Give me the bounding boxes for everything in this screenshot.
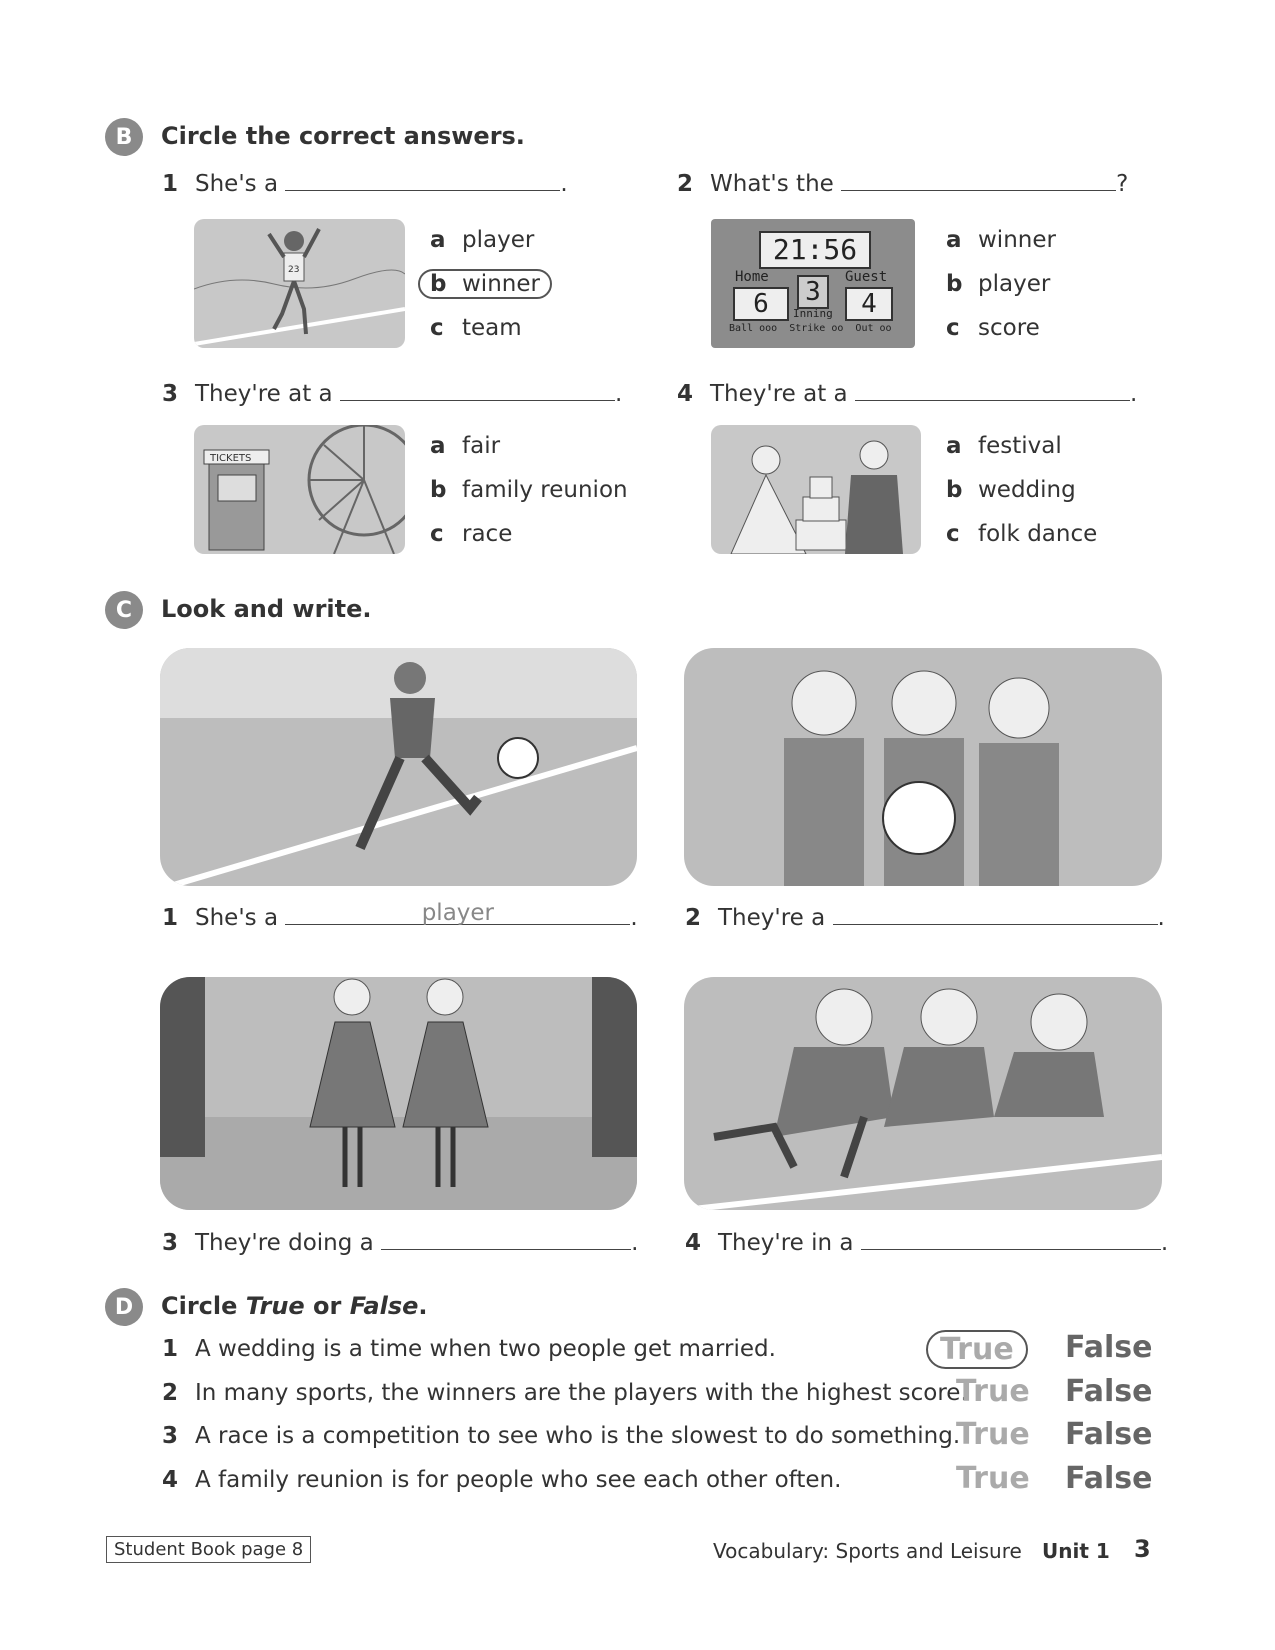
b-question-3 (162, 380, 622, 407)
answer-blank[interactable] (285, 900, 630, 926)
true-option-circled[interactable]: True (926, 1330, 1028, 1369)
q-prompt: They're at a (710, 381, 848, 407)
page-number: 3 (1134, 1535, 1151, 1563)
home-label: Home (735, 269, 769, 285)
soccer-player-illustration (160, 648, 637, 886)
home-score: 6 (733, 287, 789, 321)
q-num: 3 (162, 381, 179, 407)
option-c[interactable]: c folk dance (946, 521, 1098, 547)
q-end: . (1160, 1230, 1169, 1256)
option-c[interactable]: c race (430, 521, 513, 547)
section-c-badge: C (105, 591, 143, 629)
option-a[interactable]: a player (430, 227, 535, 253)
q-end: ? (1116, 171, 1129, 197)
q-num: 2 (677, 171, 694, 197)
q-end: . (1157, 905, 1165, 931)
true-option[interactable]: True (956, 1460, 1030, 1496)
statement: A race is a competition to see who is the slowest to do something. (195, 1423, 961, 1449)
section-b-badge: B (105, 118, 143, 156)
option-a[interactable]: a festival (946, 433, 1062, 459)
b3-options (430, 433, 628, 547)
q-num: 2 (685, 905, 702, 931)
answer-blank[interactable] (855, 380, 1130, 401)
b1-options (430, 227, 552, 341)
answer-blank[interactable] (340, 380, 615, 401)
q-end: . (614, 381, 623, 407)
scoreboard-illustration (711, 219, 915, 348)
false-option[interactable]: False (1065, 1330, 1153, 1365)
option-b[interactable]: b wedding (946, 477, 1076, 503)
section-d-badge: D (105, 1288, 143, 1326)
fair-illustration (194, 425, 405, 554)
wedding-illustration (711, 425, 921, 554)
q-num: 3 (162, 1230, 179, 1256)
section-d-title: Circle True or False. (161, 1292, 428, 1320)
q-end: . (630, 905, 638, 931)
footer-topic: Vocabulary: Sports and Leisure (713, 1539, 1022, 1563)
true-false-list (162, 1330, 1162, 1510)
ball-strike-out: Ball ooo Strike oo Out oo (729, 323, 892, 334)
option-c[interactable]: c team (430, 315, 522, 341)
b-question-2 (677, 170, 1128, 197)
q-num: 1 (162, 905, 179, 931)
false-option[interactable]: False (1065, 1373, 1153, 1409)
student-book-reference: Student Book page 8 (106, 1536, 311, 1563)
q-end: . (1129, 381, 1138, 407)
race-start-illustration (684, 977, 1162, 1210)
option-a[interactable]: a fair (430, 433, 501, 459)
q-prompt: What's the (710, 171, 834, 197)
false-option[interactable]: False (1065, 1417, 1153, 1452)
statement: A wedding is a time when two people get married. (195, 1336, 776, 1362)
q-prompt: They're a (718, 905, 826, 931)
b2-options (946, 227, 1056, 341)
q-prompt: They're at a (195, 381, 333, 407)
true-option[interactable]: True (956, 1373, 1030, 1409)
q-prompt: She's a (195, 171, 279, 197)
true-option[interactable]: True (956, 1417, 1030, 1452)
example-answer: player (421, 900, 495, 926)
runner-illustration (194, 219, 405, 348)
option-b[interactable]: b family reunion (430, 477, 628, 503)
inning-score: 3 (797, 275, 829, 309)
section-b-title: Circle the correct answers. (161, 122, 525, 150)
footer-unit: Unit 1 (1042, 1539, 1110, 1563)
b4-options (946, 433, 1097, 547)
runner-number: 23 (288, 265, 300, 275)
answer-blank[interactable] (861, 1229, 1161, 1250)
tf-item: 1 A wedding is a time when two people get married. True False (162, 1330, 1153, 1367)
q-end: . (631, 1230, 639, 1256)
answer-blank[interactable] (285, 170, 560, 191)
option-b[interactable]: b player (946, 271, 1051, 297)
q-prompt: They're doing a (195, 1230, 374, 1256)
tf-item: 4 A family reunion is for people who see each other often. True False (162, 1460, 1153, 1496)
c-question-1 (162, 900, 638, 931)
q-end: . (560, 171, 568, 197)
answer-blank[interactable] (841, 170, 1116, 191)
b-question-4 (677, 380, 1137, 407)
statement: In many sports, the winners are the players with the highest score. (195, 1379, 968, 1406)
q-prompt: She's a (195, 905, 279, 931)
soccer-team-illustration (684, 648, 1162, 886)
q-prompt: They're in a (718, 1230, 854, 1256)
c-question-4 (685, 1229, 1168, 1256)
inning-label: Inning (793, 307, 833, 320)
q-num: 4 (677, 381, 694, 407)
tickets-sign: TICKETS (210, 453, 252, 464)
tf-item: 2 In many sports, the winners are the players with the highest score. True False (162, 1373, 1153, 1409)
option-a[interactable]: a winner (946, 227, 1056, 253)
answer-blank[interactable] (381, 1229, 631, 1250)
c-question-3 (162, 1229, 638, 1256)
section-c-title: Look and write. (161, 595, 372, 623)
q-num: 4 (685, 1230, 702, 1256)
scoreboard-time: 21:56 (759, 231, 871, 269)
b-question-1 (162, 170, 568, 197)
q-num: 1 (162, 171, 179, 197)
c-question-2 (685, 904, 1165, 931)
folk-dance-illustration (160, 977, 637, 1210)
guest-score: 4 (845, 287, 893, 321)
tf-item: 3 A race is a competition to see who is the slowest to do something. True False (162, 1417, 1153, 1452)
statement: A family reunion is for people who see each other often. (195, 1466, 842, 1493)
option-b-circled[interactable]: b winner (430, 271, 552, 315)
false-option[interactable]: False (1065, 1460, 1153, 1496)
answer-blank[interactable] (833, 904, 1158, 925)
guest-label: Guest (845, 269, 888, 285)
option-c[interactable]: c score (946, 315, 1040, 341)
